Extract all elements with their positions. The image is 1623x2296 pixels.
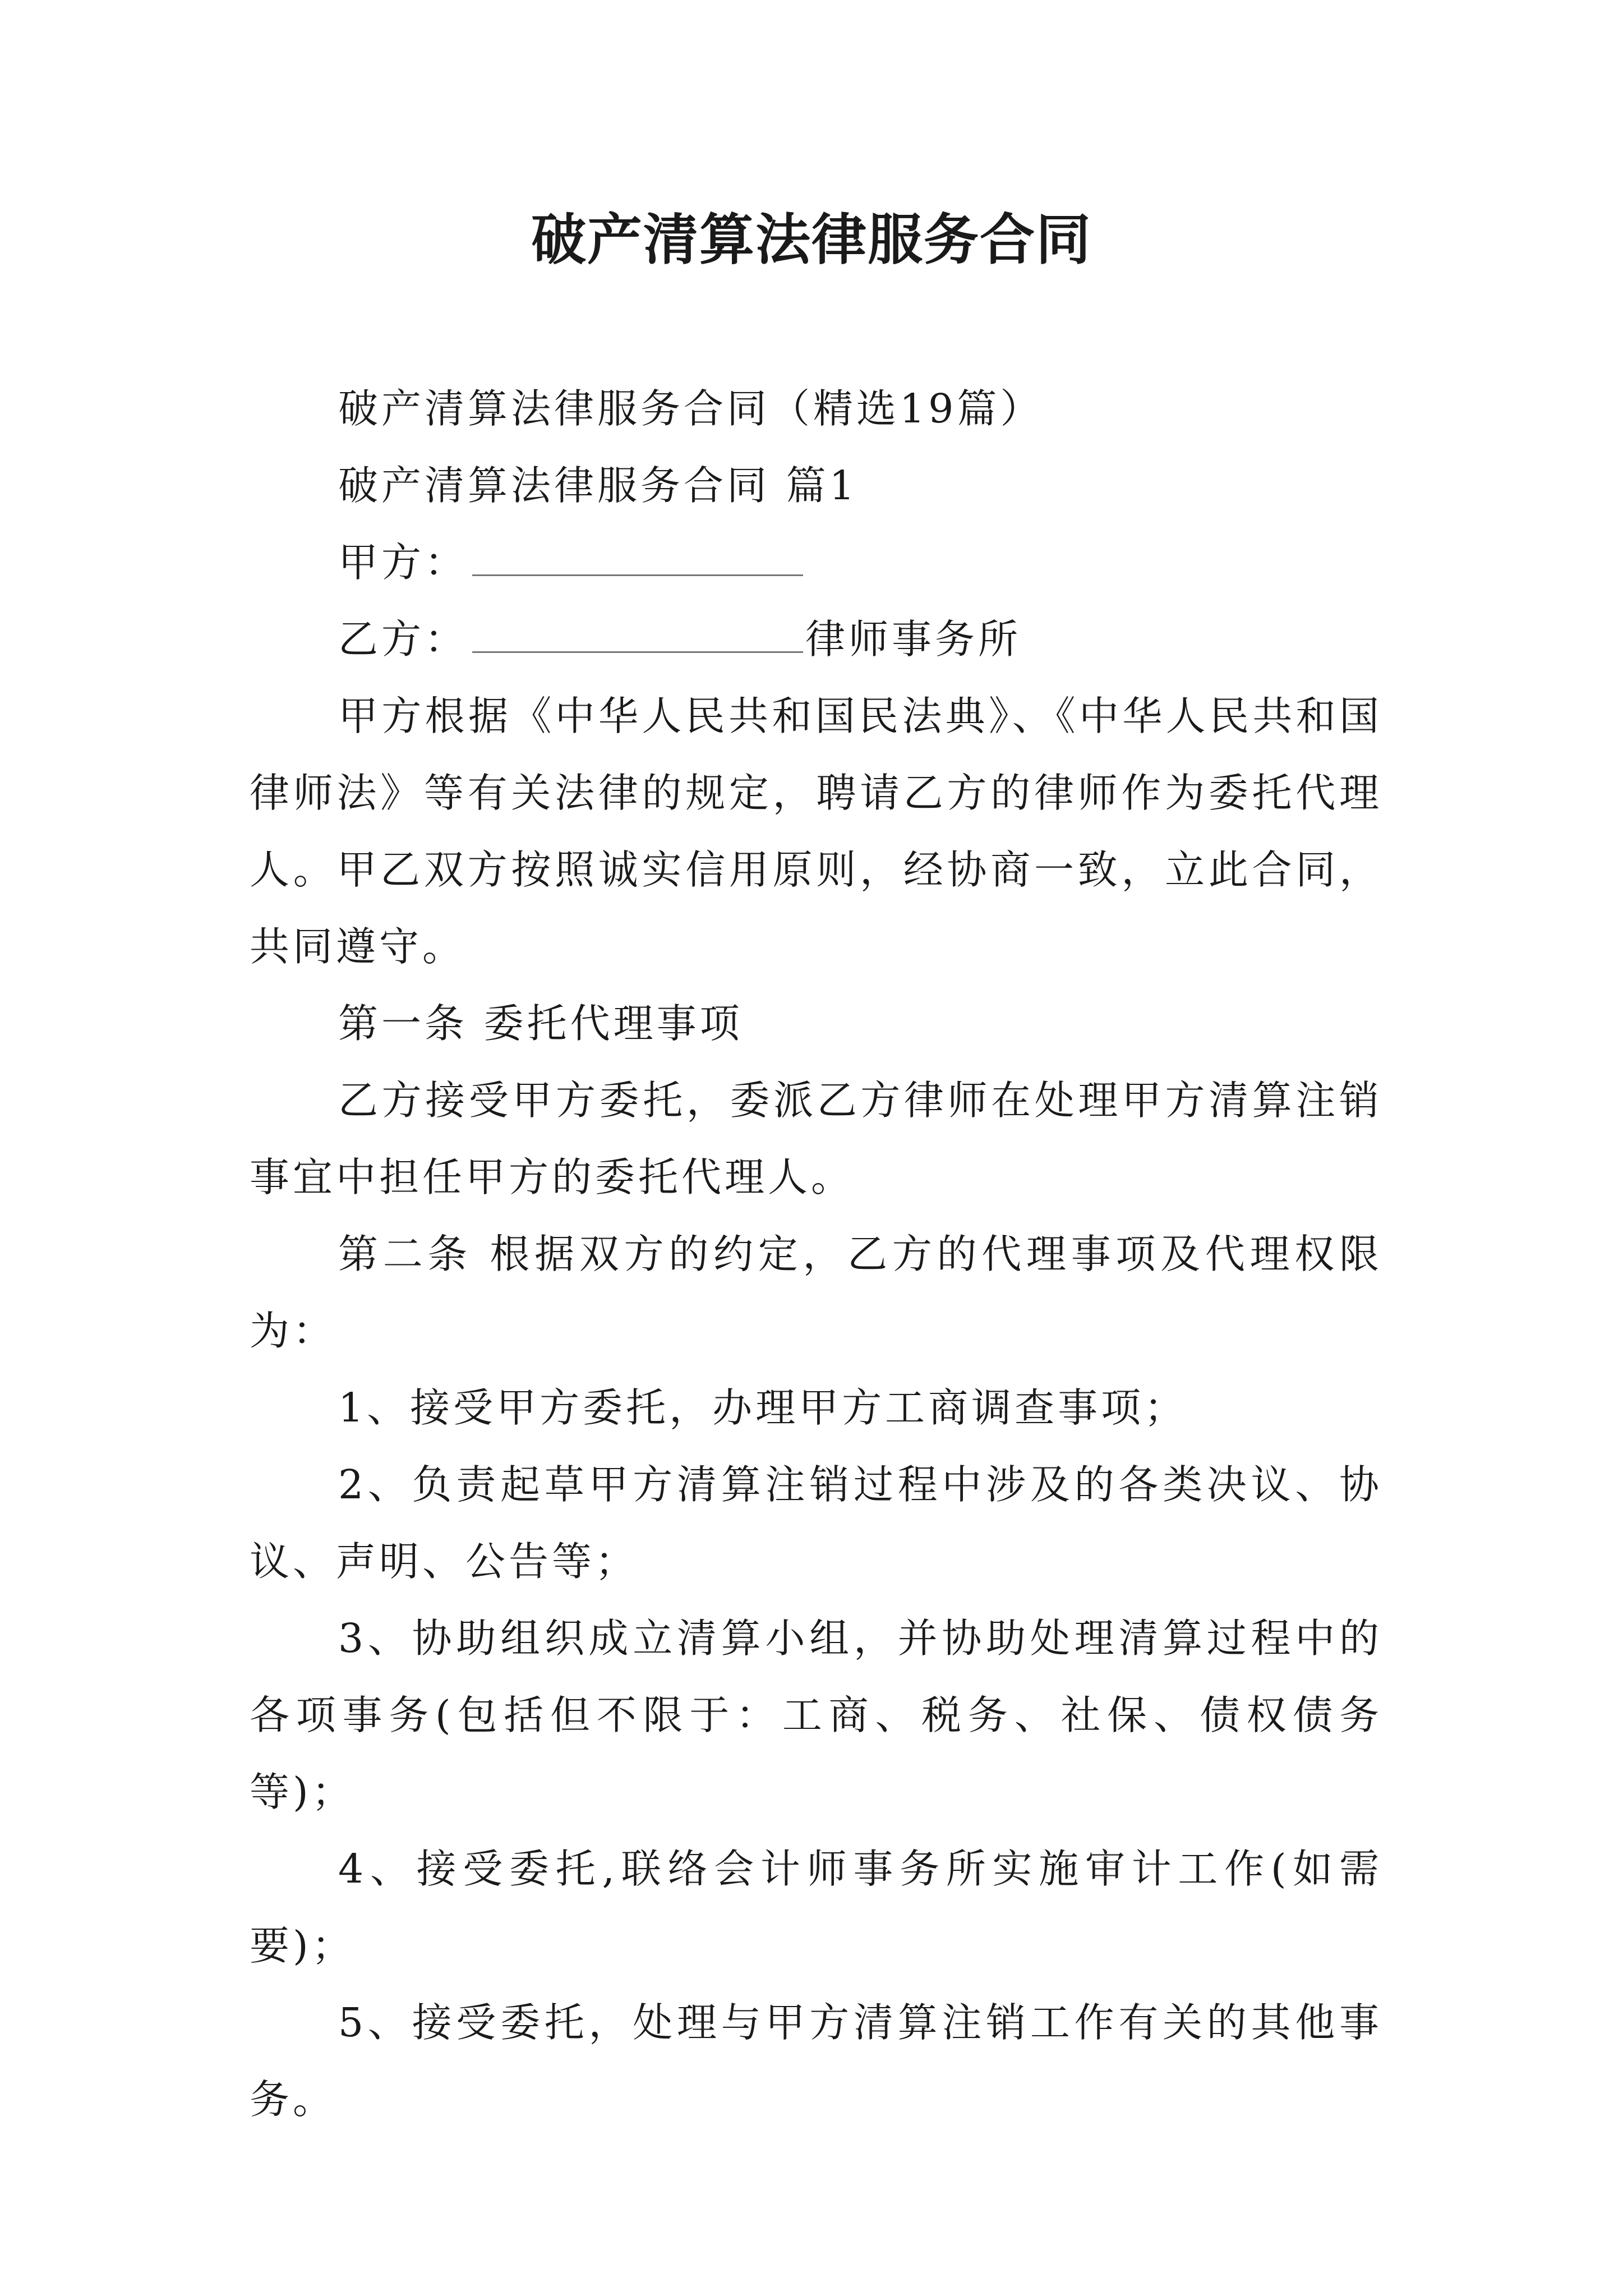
party-b-suffix: 律师事务所	[805, 616, 1022, 662]
document-title: 破产清算法律服务合同	[531, 208, 1092, 272]
list-item: 3、协助组织成立清算小组，并协助处理清算过程中的各项事务(包括但不限于：工商、税务、社保、债权债务等)；	[250, 1615, 1382, 1815]
document-body	[250, 370, 1382, 2138]
party-b-label: 乙方：	[338, 616, 468, 662]
article1-heading: 第一条 委托代理事项	[338, 1000, 743, 1047]
article1-paragraph: 乙方接受甲方委托，委派乙方律师在处理甲方清算注销事宜中担任甲方的委托代理人。	[250, 1077, 1382, 1200]
article2-heading: 第二条 根据双方的约定，乙方的代理事项及代理权限为：	[250, 1231, 1382, 1354]
document-subtitle: 破产清算法律服务合同（精选19篇）	[338, 385, 1044, 432]
party-a-label: 甲方：	[338, 539, 468, 586]
preamble-paragraph: 甲方根据《中华人民共和国民法典》、《中华人民共和国律师法》等有关法律的规定，聘请乙方的律师作为委托代理人。甲乙双方按照诚实信用原则，经协商一致，立此合同，共同遵守。	[250, 693, 1382, 970]
list-item: 2、负责起草甲方清算注销过程中涉及的各类决议、协议、声明、公告等；	[250, 1461, 1382, 1585]
party-a-line	[250, 524, 1382, 601]
list-item: 1、接受甲方委托，办理甲方工商调查事项；	[338, 1384, 1188, 1431]
section-heading: 破产清算法律服务合同 篇1	[338, 462, 858, 509]
list-item: 5、接受委托，处理与甲方清算注销工作有关的其他事务。	[250, 1999, 1382, 2123]
party-b-line	[250, 601, 1382, 678]
list-item: 4、接受委托,联络会计师事务所实施审计工作(如需要)；	[250, 1846, 1382, 1969]
party-b-blank	[472, 618, 803, 653]
party-a-blank	[472, 541, 803, 576]
